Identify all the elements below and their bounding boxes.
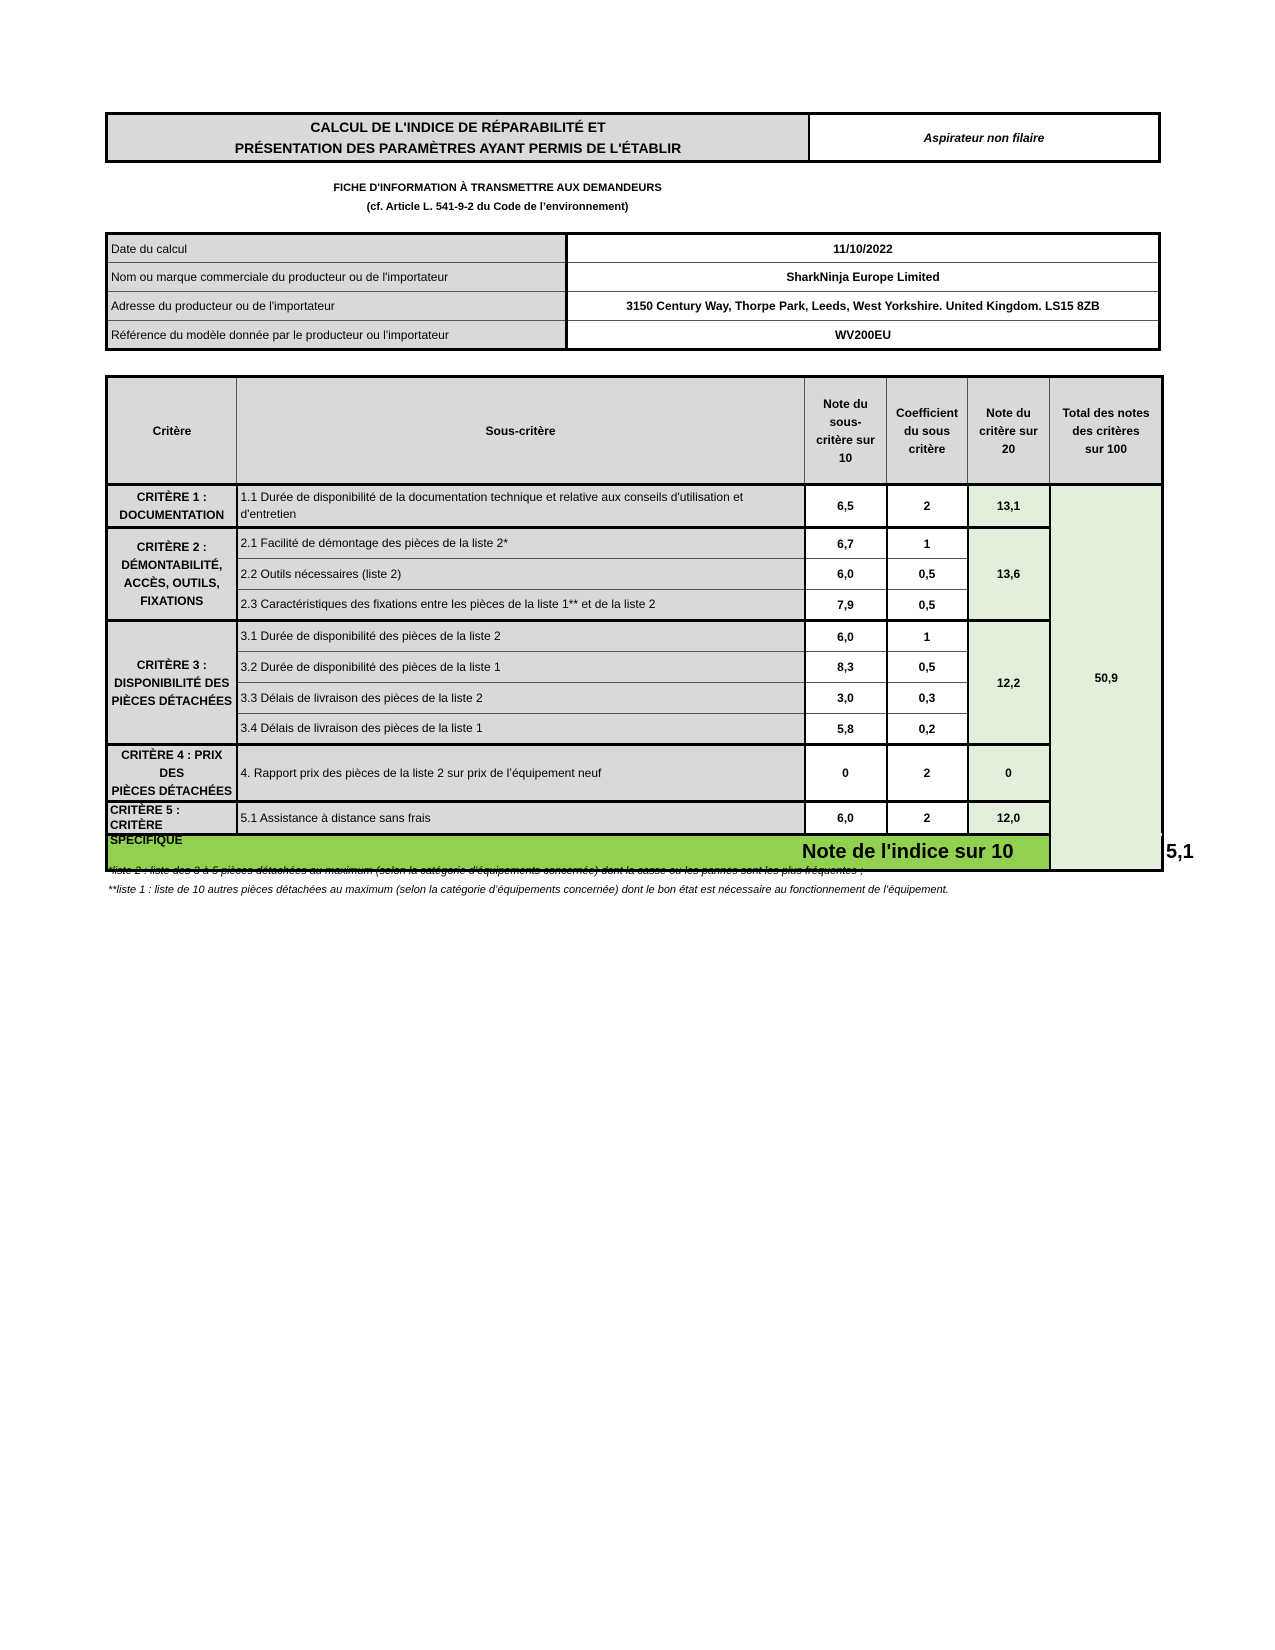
criterion-name <box>107 745 237 802</box>
sub-criterion-note: 3,0 <box>805 683 887 714</box>
header-text: critère sur 10 <box>816 432 875 465</box>
header-text: Coefficient <box>895 405 958 420</box>
sub-criterion-coef: 2 <box>887 802 968 835</box>
info-label: Nom ou marque commerciale du producteur ou de l'importateur <box>107 263 567 292</box>
header-text: critère <box>908 441 946 456</box>
sub-criterion-label: 2.2 Outils nécessaires (liste 2) <box>237 559 805 590</box>
sub-criterion-label: 3.1 Durée de disponibilité des pièces de la liste 2 <box>237 621 805 652</box>
criterion-score: 13,6 <box>968 528 1050 621</box>
col-header-sous-critere: Sous-critère <box>237 377 805 485</box>
sub-criterion-label: 5.1 Assistance à distance sans frais <box>237 802 805 835</box>
criterion-name <box>107 621 237 745</box>
total-score: 50,9 <box>1050 485 1163 871</box>
criterion-name-line: PIÈCES DÉTACHÉES <box>111 784 232 798</box>
criterion-name-line: ACCÈS, OUTILS, <box>123 576 220 590</box>
header-text: critère sur 20 <box>979 423 1038 456</box>
criterion-name-line: PIÈCES DÉTACHÉES <box>111 693 232 708</box>
info-row <box>107 234 1160 263</box>
table-row <box>107 528 1163 559</box>
sub-criterion-label: 3.4 Délais de livraison des pièces de la liste 1 <box>237 714 805 745</box>
sub-criterion-label: 3.3 Délais de livraison des pièces de la liste 2 <box>237 683 805 714</box>
sub-criterion-note: 8,3 <box>805 652 887 683</box>
header-text: des critères <box>1072 423 1140 438</box>
table-header-row <box>107 377 1163 485</box>
sub-criterion-note: 6,5 <box>805 485 887 528</box>
criterion-name <box>107 802 237 847</box>
criterion-score: 13,1 <box>968 485 1050 528</box>
sub-criterion-coef: 0,3 <box>887 683 968 714</box>
criterion-name-line: DÉMONTABILITÉ, <box>121 558 223 572</box>
sub-criterion-coef: 2 <box>887 485 968 528</box>
sub-criterion-coef: 0,5 <box>887 590 968 621</box>
info-value: WV200EU <box>567 321 1160 350</box>
criterion-name-line: SPÉCIFIQUE <box>110 833 183 847</box>
sub-criterion-label: 2.3 Caractéristiques des fixations entre les pièces de la liste 1** et de la liste 2 <box>237 590 805 621</box>
info-table <box>105 232 1161 351</box>
criterion-name-line: CRITÈRE 5 : CRITÈRE <box>110 803 181 832</box>
info-value: SharkNinja Europe Limited <box>567 263 1160 292</box>
header-title-line1: CALCUL DE L'INDICE DE RÉPARABILITÉ ET <box>310 118 606 135</box>
table-row <box>107 802 1163 835</box>
info-row <box>107 263 1160 292</box>
criterion-name <box>107 485 237 528</box>
criterion-score: 12,2 <box>968 621 1050 745</box>
fiche-info <box>300 179 695 217</box>
index-footer-row: Note de l'indice sur 10 5,1 <box>107 835 1163 871</box>
sub-criterion-coef: 1 <box>887 621 968 652</box>
sub-criterion-coef: 2 <box>887 745 968 802</box>
table-row <box>107 745 1163 802</box>
sub-criterion-note: 6,0 <box>805 559 887 590</box>
fiche-line1: FICHE D'INFORMATION À TRANSMETTRE AUX DEMANDEURS <box>333 182 662 194</box>
sub-criterion-note: 7,9 <box>805 590 887 621</box>
fiche-line2: (cf. Article L. 541-9-2 du Code de l’environnement) <box>366 201 629 213</box>
criterion-name-line: CRITÈRE 4 : PRIX DES <box>121 748 223 780</box>
info-label: Référence du modèle donnée par le producteur ou l'importateur <box>107 321 567 350</box>
col-header-total <box>1050 377 1163 485</box>
criterion-name-line: CRITÈRE 1 : <box>136 490 207 504</box>
info-row <box>107 321 1160 350</box>
criterion-name-clipped <box>110 803 234 847</box>
header-text: sur 100 <box>1084 441 1128 456</box>
sub-criterion-coef: 1 <box>887 528 968 559</box>
info-label: Date du calcul <box>107 234 567 263</box>
header-text: du sous <box>903 423 950 438</box>
sub-criterion-note: 6,7 <box>805 528 887 559</box>
info-value: 3150 Century Way, Thorpe Park, Leeds, West Yorkshire. United Kingdom. LS15 8ZB <box>567 292 1160 321</box>
criterion-name-line: CRITÈRE 2 : <box>136 540 207 554</box>
table-row <box>107 621 1163 652</box>
info-row <box>107 292 1160 321</box>
col-header-note-sous <box>805 377 887 485</box>
sub-criterion-note: 6,0 <box>805 802 887 835</box>
sub-criterion-coef: 0,2 <box>887 714 968 745</box>
footnotes <box>108 862 949 900</box>
criterion-name-line: FIXATIONS <box>140 594 204 608</box>
col-header-coefficient <box>887 377 968 485</box>
sub-criterion-label: 2.1 Facilité de démontage des pièces de la liste 2* <box>237 528 805 559</box>
criterion-score: 0 <box>968 745 1050 802</box>
header-title <box>108 115 810 160</box>
header-box <box>105 112 1161 163</box>
sub-criterion-label: 4. Rapport prix des pièces de la liste 2 sur prix de l’équipement neuf <box>237 745 805 802</box>
footnote-liste-1: **liste 1 : liste de 10 autres pièces détachées au maximum (selon la catégorie d’équipements concernée) dont le bon état est nécessaire au fonctionnement de l’équipement. <box>108 884 949 896</box>
criterion-name-line: DISPONIBILITÉ DES <box>114 675 230 690</box>
criterion-score: 12,0 <box>968 802 1050 835</box>
sub-criterion-note: 6,0 <box>805 621 887 652</box>
col-header-critere: Critère <box>107 377 237 485</box>
criterion-name-line: DOCUMENTATION <box>119 508 225 522</box>
info-value: 11/10/2022 <box>567 234 1160 263</box>
sub-criterion-coef: 0,5 <box>887 559 968 590</box>
header-title-line2: PRÉSENTATION DES PARAMÈTRES AYANT PERMIS DE L'ÉTABLIR <box>234 139 682 156</box>
sub-criterion-label: 3.2 Durée de disponibilité des pièces de la liste 1 <box>237 652 805 683</box>
sub-criterion-coef: 0,5 <box>887 652 968 683</box>
sub-criterion-label: 1.1 Durée de disponibilité de la documentation technique et relative aux conseils d'utilisation et d'entretien <box>237 485 805 528</box>
product-type: Aspirateur non filaire <box>923 130 1045 145</box>
index-footer-label: Note de l'indice sur 10 <box>107 835 1050 871</box>
repair-index-table <box>105 375 1194 872</box>
sub-criterion-note: 5,8 <box>805 714 887 745</box>
sub-criterion-note: 0 <box>805 745 887 802</box>
info-label: Adresse du producteur ou de l'importateur <box>107 292 567 321</box>
col-header-note-critere <box>968 377 1050 485</box>
header-text: Note du <box>986 405 1031 420</box>
criterion-name-line: CRITÈRE 3 : <box>136 657 207 672</box>
header-text: Total des notes <box>1062 405 1150 420</box>
criterion-name <box>107 528 237 621</box>
header-text: Note du sous- <box>823 396 868 429</box>
footnote-liste-2: *liste 2 : liste des 3 à 5 pièces détachées au maximum (selon la catégorie d’équipements concernée) dont la casse ou les pannes sont les plus fréquentes ; <box>108 865 864 877</box>
table-row <box>107 485 1163 528</box>
